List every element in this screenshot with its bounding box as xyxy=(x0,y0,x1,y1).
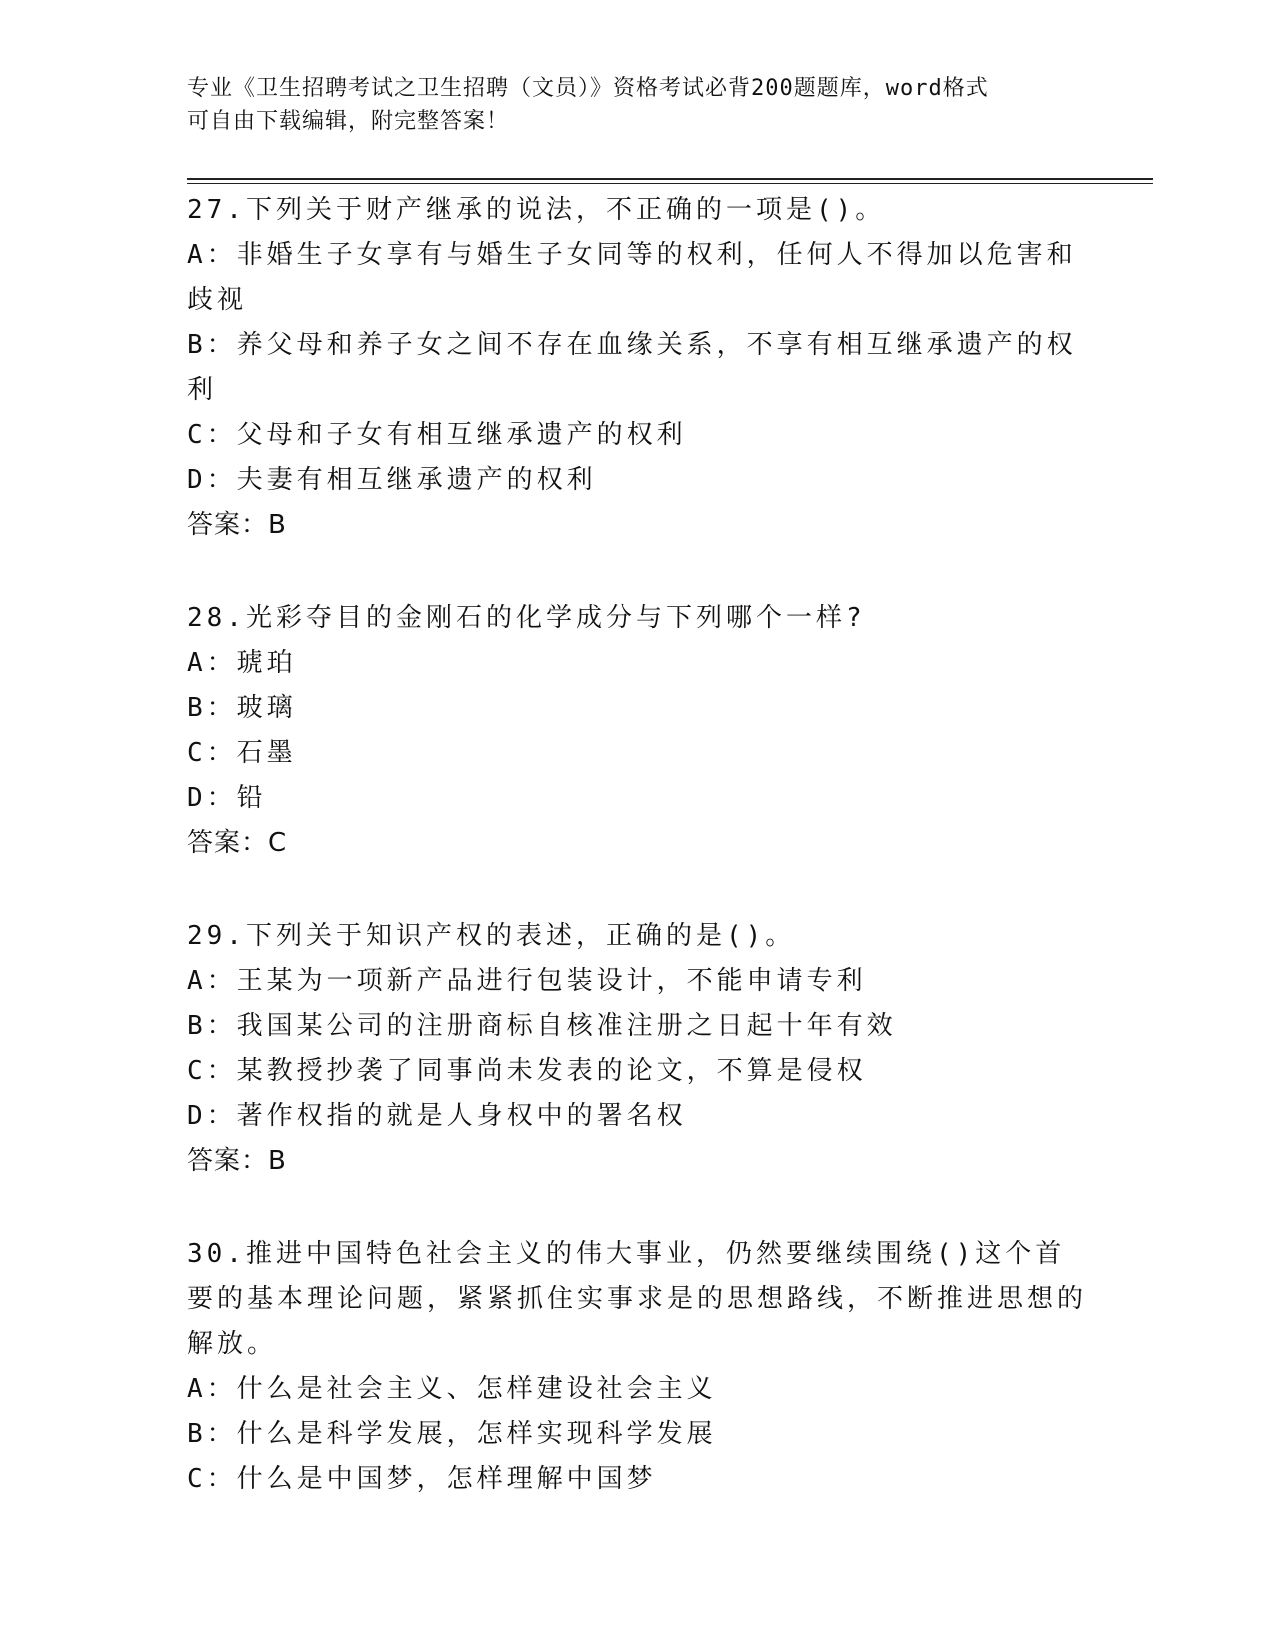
answer-label: 答案：B xyxy=(187,510,287,540)
spacer xyxy=(187,1184,1087,1232)
option-b: B：什么是科学发展，怎样实现科学发展 xyxy=(187,1419,717,1449)
document-header xyxy=(187,72,1067,138)
question-list xyxy=(187,188,1087,1502)
question-stem: 27.下列关于财产继承的说法，不正确的一项是()。 xyxy=(187,195,886,225)
option-a: A：琥珀 xyxy=(187,648,297,678)
question-27 xyxy=(187,188,1087,548)
option-b: B：养父母和养子女之间不存在血缘关系，不享有相互继承遗产的权利 xyxy=(187,330,1077,405)
spacer xyxy=(187,866,1087,914)
option-c: C：父母和子女有相互继承遗产的权利 xyxy=(187,420,687,450)
question-29 xyxy=(187,914,1087,1184)
answer-label: 答案：C xyxy=(187,828,288,858)
question-stem: 28.光彩夺目的金刚石的化学成分与下列哪个一样? xyxy=(187,603,866,633)
option-b: B：玻璃 xyxy=(187,693,297,723)
question-stem: 29.下列关于知识产权的表述，正确的是()。 xyxy=(187,921,796,951)
option-a: A：王某为一项新产品进行包装设计，不能申请专利 xyxy=(187,966,867,996)
option-a: A：非婚生子女享有与婚生子女同等的权利，任何人不得加以危害和歧视 xyxy=(187,240,1077,315)
option-c: C：什么是中国梦，怎样理解中国梦 xyxy=(187,1464,657,1494)
option-c: C：某教授抄袭了同事尚未发表的论文，不算是侵权 xyxy=(187,1056,867,1086)
option-d: D：著作权指的就是人身权中的署名权 xyxy=(187,1101,687,1131)
option-d: D：夫妻有相互继承遗产的权利 xyxy=(187,465,597,495)
spacer xyxy=(187,548,1087,596)
question-28 xyxy=(187,596,1087,866)
header-line-2: 可自由下载编辑，附完整答案！ xyxy=(187,109,510,134)
question-30 xyxy=(187,1232,1087,1502)
question-stem: 30.推进中国特色社会主义的伟大事业，仍然要继续围绕()这个首要的基本理论问题，紧紧抓住实事求是的思想路线，不断推进思想的解放。 xyxy=(187,1239,1088,1359)
option-d: D：铅 xyxy=(187,783,267,813)
header-line-1: 专业《卫生招聘考试之卫生招聘（文员）》资格考试必背200题题库，word格式 xyxy=(187,76,989,101)
answer-label: 答案：B xyxy=(187,1146,287,1176)
header-divider-thin xyxy=(187,183,1153,184)
option-b: B：我国某公司的注册商标自核准注册之日起十年有效 xyxy=(187,1011,897,1041)
header-divider-thick xyxy=(187,178,1153,180)
option-c: C：石墨 xyxy=(187,738,297,768)
option-a: A：什么是社会主义、怎样建设社会主义 xyxy=(187,1374,717,1404)
